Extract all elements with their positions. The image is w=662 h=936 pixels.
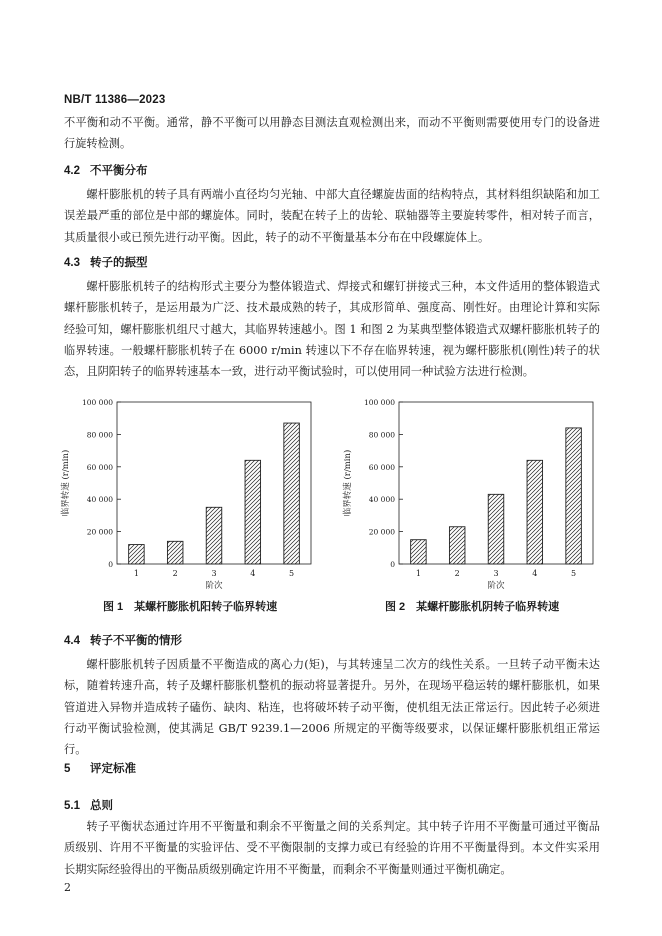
y-tick-label: 60 000 bbox=[86, 462, 113, 472]
x-tick-label: 4 bbox=[250, 569, 256, 578]
bar bbox=[284, 423, 300, 564]
x-tick-label: 5 bbox=[571, 569, 577, 578]
section-title: 转子不平衡的情形 bbox=[90, 635, 182, 647]
y-tick-label: 0 bbox=[108, 560, 113, 569]
standard-number: NB/T 11386—2023 bbox=[64, 94, 166, 106]
x-tick-label: 3 bbox=[493, 569, 499, 578]
section-number: 4.2 bbox=[64, 165, 80, 177]
y-tick-label: 0 bbox=[390, 560, 395, 569]
section-number: 5.1 bbox=[64, 800, 80, 812]
figure-1-chart bbox=[55, 392, 325, 592]
bar bbox=[566, 428, 582, 564]
y-tick-label: 40 000 bbox=[86, 495, 113, 505]
y-tick-label: 80 000 bbox=[86, 430, 113, 440]
x-tick-label: 1 bbox=[415, 569, 421, 578]
bar bbox=[527, 460, 543, 564]
bar bbox=[411, 540, 427, 564]
section-4-2-body: 螺杆膨胀机的转子具有两端小直径均匀光轴、中部大直径螺旋齿面的结构特点，其材料组织缺陷和加工误差最严重的部位是中部的螺旋体。同时，装配在转子上的齿轮、联轴器等主要旋转零件，相对转子而言，其质量很小或已预先进行动平衡。因此，转子的动不平衡量基本分布在中段螺旋体上。 bbox=[64, 188, 600, 244]
x-tick-label: 3 bbox=[211, 569, 217, 578]
y-axis-label: 临界转速 (r/min) bbox=[343, 449, 353, 517]
bar bbox=[129, 545, 145, 564]
y-axis-label: 临界转速 (r/min) bbox=[61, 449, 71, 517]
x-tick-label: 4 bbox=[532, 569, 538, 578]
x-tick-label: 1 bbox=[133, 569, 139, 578]
y-tick-label: 40 000 bbox=[368, 495, 395, 505]
bar bbox=[245, 460, 261, 564]
x-tick-label: 2 bbox=[454, 569, 460, 578]
section-4-2-heading bbox=[64, 162, 148, 178]
section-title: 转子的振型 bbox=[90, 257, 148, 269]
y-tick-label: 60 000 bbox=[368, 462, 395, 472]
y-tick-label: 80 000 bbox=[368, 430, 395, 440]
x-tick-label: 2 bbox=[172, 569, 178, 578]
section-5-1-body: 转子平衡状态通过许用不平衡量和剩余不平衡量之间的关系判定。其中转子许用不平衡量可通过平衡品质级别、许用不平衡量的实验评估、受不平衡限制的支撑力或已有经验的许用不平衡量得到。本文件实采用长期实际经验得出的平衡品质级别确定许用不平衡量，而剩余不平衡量则通过平衡机确定。 bbox=[64, 820, 600, 876]
bar bbox=[488, 494, 504, 564]
x-axis-label: 阶次 bbox=[205, 581, 223, 591]
y-tick-label: 20 000 bbox=[368, 527, 395, 537]
page-number: 2 bbox=[64, 881, 71, 894]
figure-2-caption: 图 2 某螺杆膨胀机阴转子临界转速 bbox=[385, 601, 560, 613]
section-number: 5 bbox=[64, 763, 71, 775]
section-5-heading bbox=[64, 760, 136, 776]
section-4-4-heading bbox=[64, 632, 182, 648]
section-title: 评定标准 bbox=[90, 763, 136, 775]
figure-1-caption: 图 1 某螺杆膨胀机阳转子临界转速 bbox=[103, 601, 278, 613]
section-4-3-heading bbox=[64, 254, 148, 270]
bar bbox=[167, 541, 183, 564]
bar bbox=[449, 527, 465, 564]
section-number: 4.4 bbox=[64, 635, 80, 647]
section-5-1-heading bbox=[64, 797, 113, 813]
figure-2-chart bbox=[337, 392, 607, 592]
section-title: 总则 bbox=[90, 800, 113, 812]
section-number: 4.3 bbox=[64, 257, 80, 269]
x-axis-label: 阶次 bbox=[487, 581, 505, 591]
y-tick-label: 20 000 bbox=[86, 527, 113, 537]
y-tick-label: 100 000 bbox=[363, 398, 395, 407]
section-4-4-body: 螺杆膨胀机转子因质量不平衡造成的离心力(矩)，与其转速呈二次方的线性关系。一旦转子动平衡未达标，随着转速升高，转子及螺杆膨胀机整机的振动将显著提升。另外，在现场平稳运转的螺杆膨胀机，如果管道进入异物并造成转子磕伤、缺肉、粘连，也将破坏转子动平衡，使机组无法正常运行。因此转子必须进行动平衡试验检测，使其满足 GB/T 9239.1—2006 所规定的平衡等级要求，以保证螺杆膨胀机组正常运行。 bbox=[64, 658, 600, 757]
x-tick-label: 5 bbox=[289, 569, 295, 578]
y-tick-label: 100 000 bbox=[81, 398, 113, 407]
bar bbox=[206, 507, 222, 564]
intro-paragraph: 不平衡和动不平衡。通常，静不平衡可以用静态目测法直观检测出来，而动不平衡则需要使用专门的设备进行旋转检测。 bbox=[64, 116, 600, 151]
section-4-3-body: 螺杆膨胀机转子的结构形式主要分为整体锻造式、焊接式和螺钉拼接式三种，本文件适用的整体锻造式螺杆膨胀机转子，是运用最为广泛、技术最成熟的转子，其成形简单、强度高、刚性好。由理论计算和实际经验可知，螺杆膨胀机组尺寸越大，其临界转速越小。图 1 和图 2 为某典型整体锻造式双螺杆膨胀机转子的临界转速。一般螺杆膨胀机转子在 6000 r/min 转速以下不存在临界转速，视为螺杆膨胀机(刚性)转子的状态，且阴阳转子的临界转速基本一致，进行动平衡试验时，可以使用同一种试验方法进行检测。 bbox=[64, 280, 600, 379]
section-title: 不平衡分布 bbox=[90, 165, 148, 177]
